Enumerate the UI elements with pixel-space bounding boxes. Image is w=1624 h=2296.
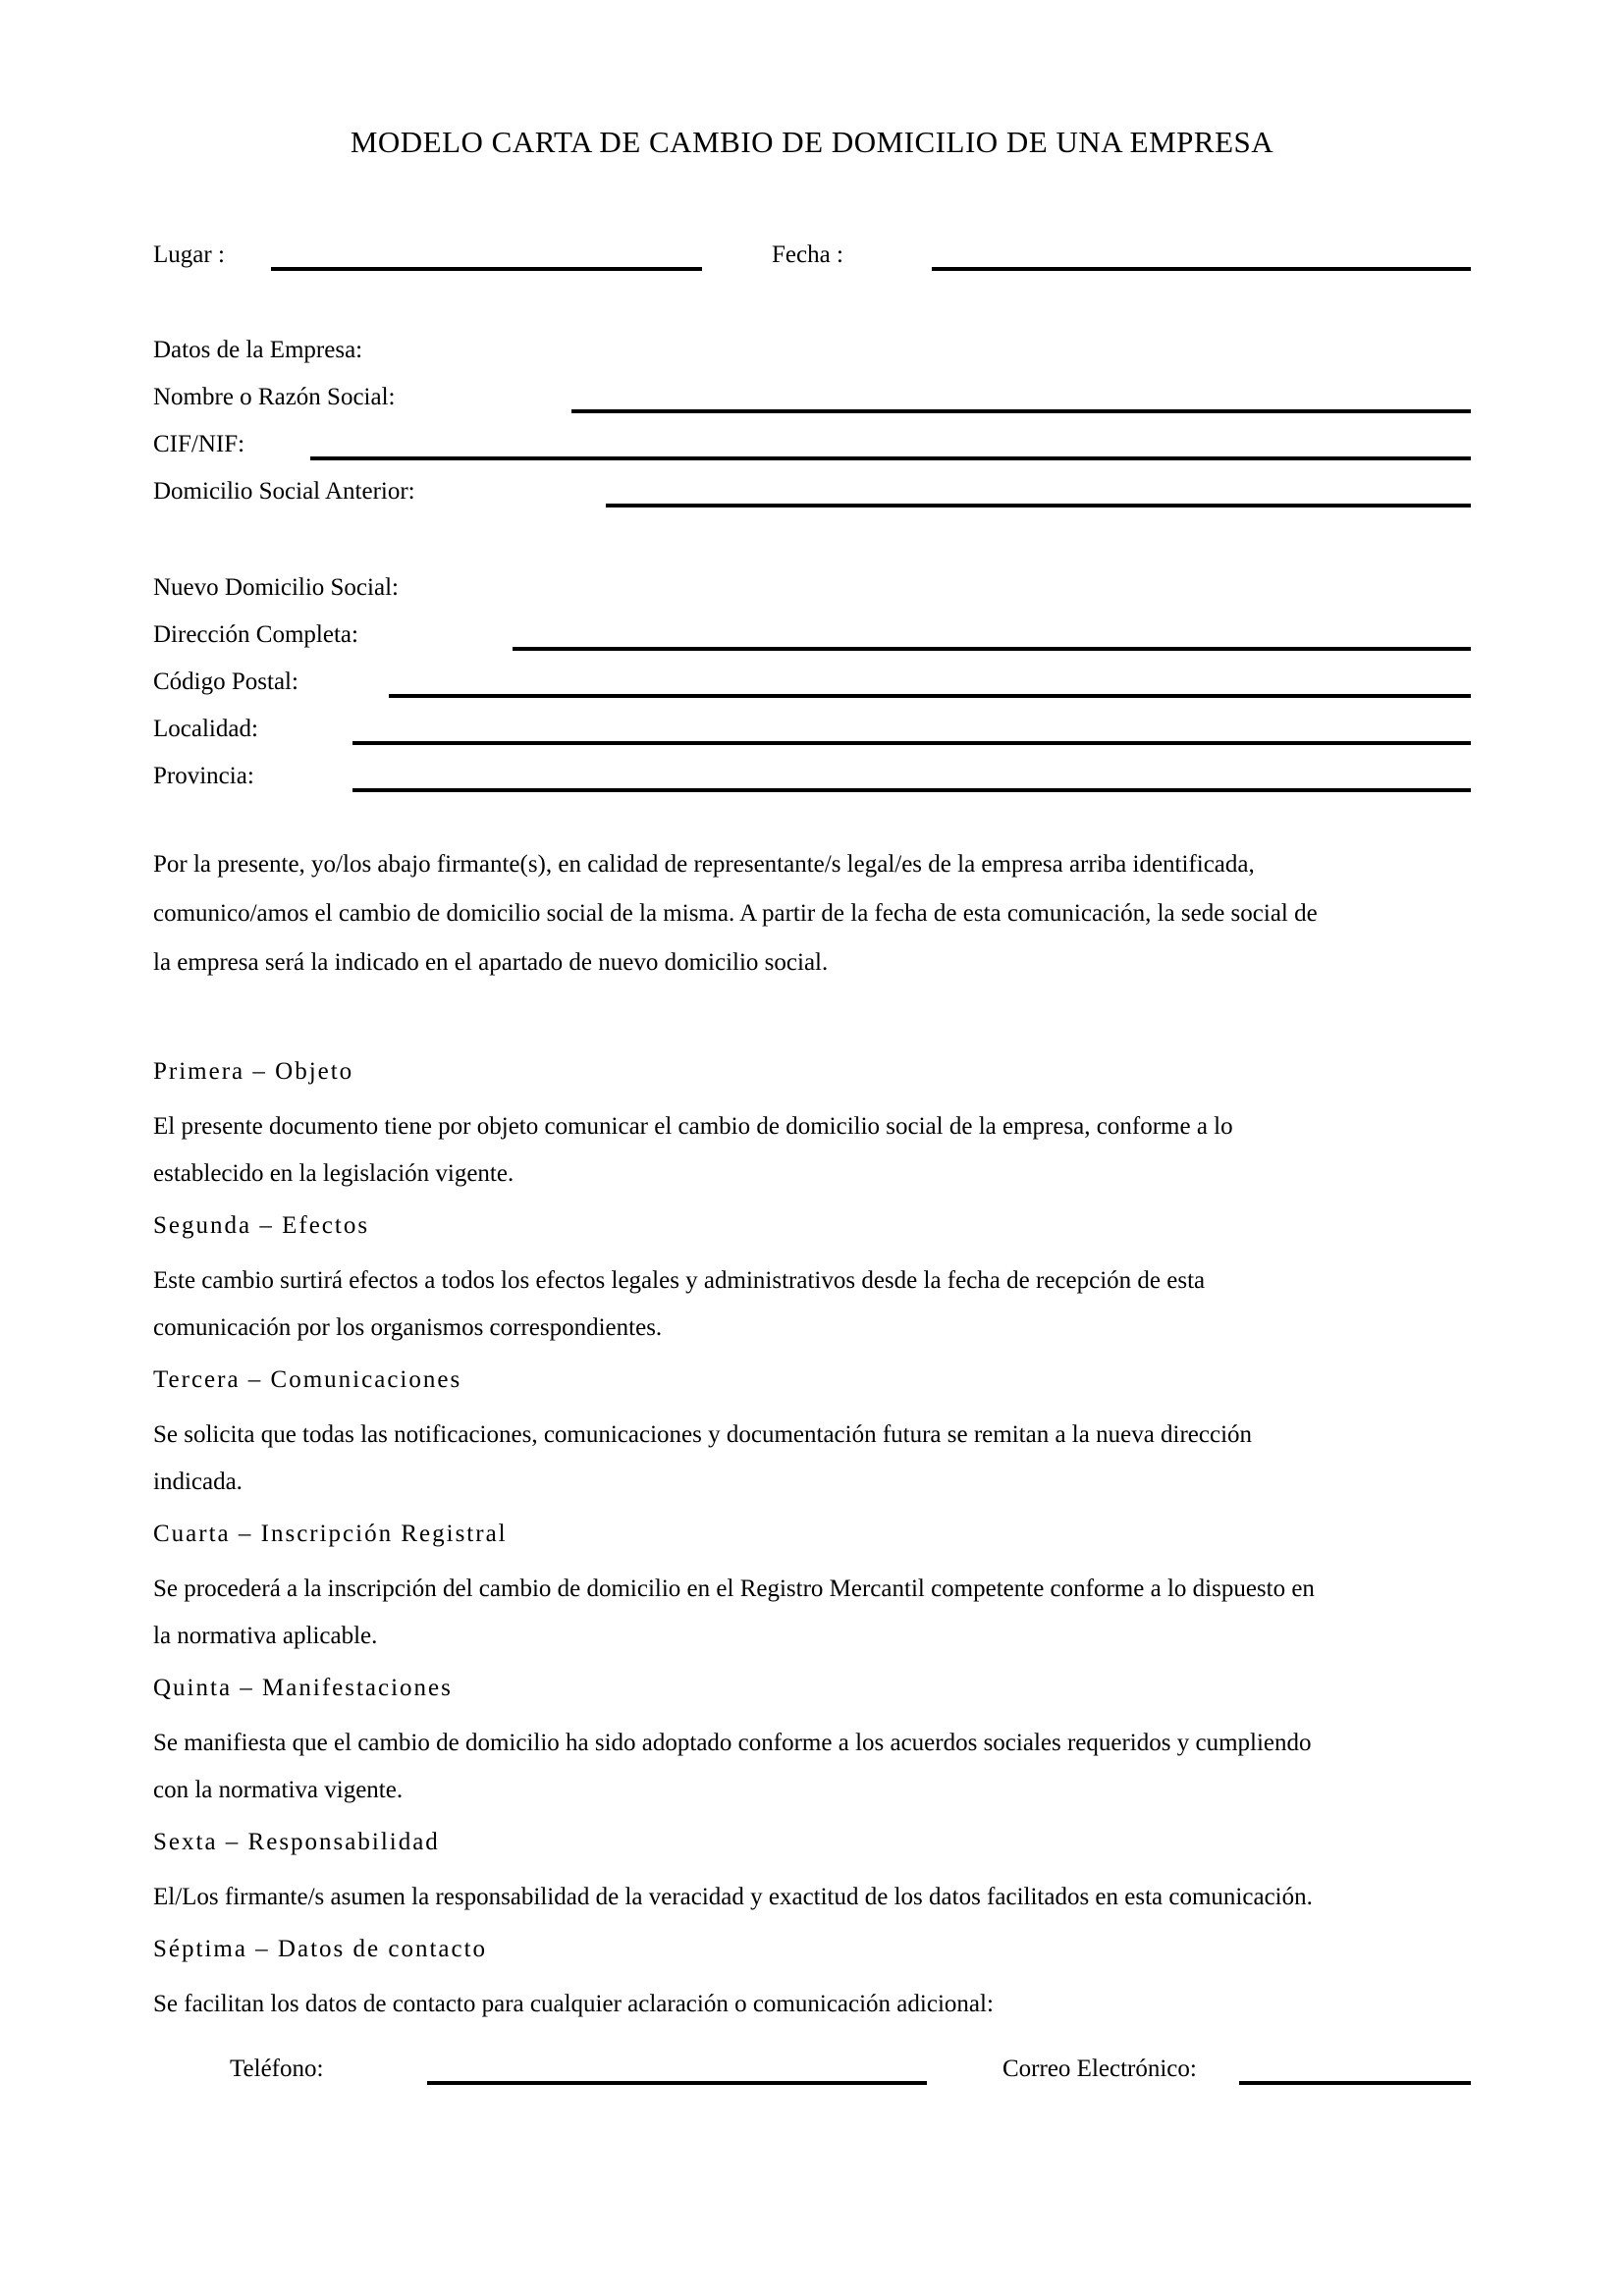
intro-paragraph <box>153 840 1471 988</box>
correo-electronico-label: Correo Electrónico: <box>1002 2056 1197 2082</box>
clause-body-line: indicada. <box>153 1468 243 1495</box>
field-row-direccion <box>153 619 1471 651</box>
clause-tercera <box>153 1364 1471 1506</box>
clause-sexta <box>153 1827 1471 1921</box>
clause-body-line: El presente documento tiene por objeto comunicar el cambio de domicilio social de la empresa, conforme a lo <box>153 1113 1233 1140</box>
clause-body-line: El/Los firmante/s asumen la responsabilidad de la veracidad y exactitud de los datos facilitados en esta comunicación. <box>153 1884 1313 1910</box>
clause-body-line: Se facilitan los datos de contacto para cualquier aclaración o comunicación adicional: <box>153 1991 994 2017</box>
clause-body <box>153 1566 1471 1660</box>
cif-nif-blank-line[interactable] <box>310 429 1471 460</box>
clause-body-line: Se manifiesta que el cambio de domicilio ha sido adoptado conforme a los acuerdos sociales requeridos y cumpliendo <box>153 1730 1312 1756</box>
new-address-heading: Nuevo Domicilio Social: <box>153 574 399 601</box>
direccion-completa-blank-line[interactable] <box>513 619 1471 651</box>
clause-body-line: Se procederá a la inscripción del cambio de domicilio en el Registro Mercantil competente conforme a lo dispuesto en <box>153 1575 1315 1602</box>
fecha-label: Fecha : <box>772 241 843 268</box>
intro-line: la empresa será la indicado en el apartado de nuevo domicilio social. <box>153 949 829 976</box>
clause-heading: Tercera – Comunicaciones <box>153 1366 462 1393</box>
domicilio-anterior-blank-line[interactable] <box>606 476 1471 507</box>
nombre-razon-social-blank-line[interactable] <box>571 382 1471 413</box>
lugar-label: Lugar : <box>153 241 225 268</box>
clause-heading: Séptima – Datos de contacto <box>153 1936 488 1962</box>
clause-heading: Segunda – Efectos <box>153 1212 370 1239</box>
provincia-label: Provincia: <box>153 763 254 789</box>
nombre-razon-social-label: Nombre o Razón Social: <box>153 384 396 410</box>
clause-body <box>153 1874 1471 1921</box>
clause-body-line: la normativa aplicable. <box>153 1623 378 1649</box>
field-row-localidad <box>153 714 1471 745</box>
contact-row <box>153 2054 1471 2085</box>
clause-body <box>153 1103 1471 1198</box>
intro-line: comunico/amos el cambio de domicilio social de la misma. A partir de la fecha de esta comunicación, la sede social de <box>153 900 1318 927</box>
clause-segunda <box>153 1210 1471 1352</box>
company-data-section <box>153 335 1471 507</box>
field-row-codigo-postal <box>153 667 1471 698</box>
clause-body <box>153 1720 1471 1814</box>
clause-cuarta <box>153 1519 1471 1660</box>
field-row-cif <box>153 429 1471 460</box>
field-row-provincia <box>153 761 1471 792</box>
clause-body-line: Se solicita que todas las notificaciones, comunicaciones y documentación futura se remitan a la nueva dirección <box>153 1421 1253 1448</box>
codigo-postal-blank-line[interactable] <box>389 667 1471 698</box>
clause-body <box>153 1257 1471 1352</box>
clause-heading: Quinta – Manifestaciones <box>153 1675 453 1701</box>
clause-heading: Primera – Objeto <box>153 1058 354 1085</box>
clause-primera <box>153 1056 1471 1198</box>
localidad-label: Localidad: <box>153 716 258 742</box>
telefono-label: Teléfono: <box>230 2056 324 2082</box>
cif-nif-label: CIF/NIF: <box>153 431 245 457</box>
field-row-nombre <box>153 382 1471 413</box>
document-title: MODELO CARTA DE CAMBIO DE DOMICILIO DE UNA EMPRESA <box>350 125 1274 159</box>
clause-heading: Sexta – Responsabilidad <box>153 1829 440 1855</box>
codigo-postal-label: Código Postal: <box>153 668 298 695</box>
clause-body-line: comunicación por los organismos correspondientes. <box>153 1314 663 1341</box>
company-data-heading: Datos de la Empresa: <box>153 337 363 363</box>
clause-body-line: establecido en la legislación vigente. <box>153 1160 514 1187</box>
correo-electronico-blank-line[interactable] <box>1239 2054 1471 2085</box>
clause-body <box>153 1412 1471 1506</box>
field-row-domicilio-anterior <box>153 476 1471 507</box>
clause-body-line: Este cambio surtirá efectos a todos los efectos legales y administrativos desde la fecha de recepción de esta <box>153 1267 1206 1294</box>
domicilio-anterior-label: Domicilio Social Anterior: <box>153 478 415 505</box>
clause-heading: Cuarta – Inscripción Registral <box>153 1521 508 1547</box>
direccion-completa-label: Dirección Completa: <box>153 621 358 648</box>
intro-line: Por la presente, yo/los abajo firmante(s), en calidad de representante/s legal/es de la empresa arriba identificada, <box>153 851 1255 878</box>
clause-body <box>153 1981 1471 2028</box>
provincia-blank-line[interactable] <box>352 761 1471 792</box>
clause-body-line: con la normativa vigente. <box>153 1777 404 1803</box>
telefono-blank-line[interactable] <box>427 2054 927 2085</box>
place-date-row <box>153 240 1471 271</box>
clause-septima <box>153 1934 1471 2028</box>
localidad-blank-line[interactable] <box>352 714 1471 745</box>
clause-quinta <box>153 1673 1471 1814</box>
lugar-blank-line[interactable] <box>271 240 702 271</box>
new-address-section <box>153 572 1471 792</box>
fecha-blank-line[interactable] <box>932 240 1471 271</box>
